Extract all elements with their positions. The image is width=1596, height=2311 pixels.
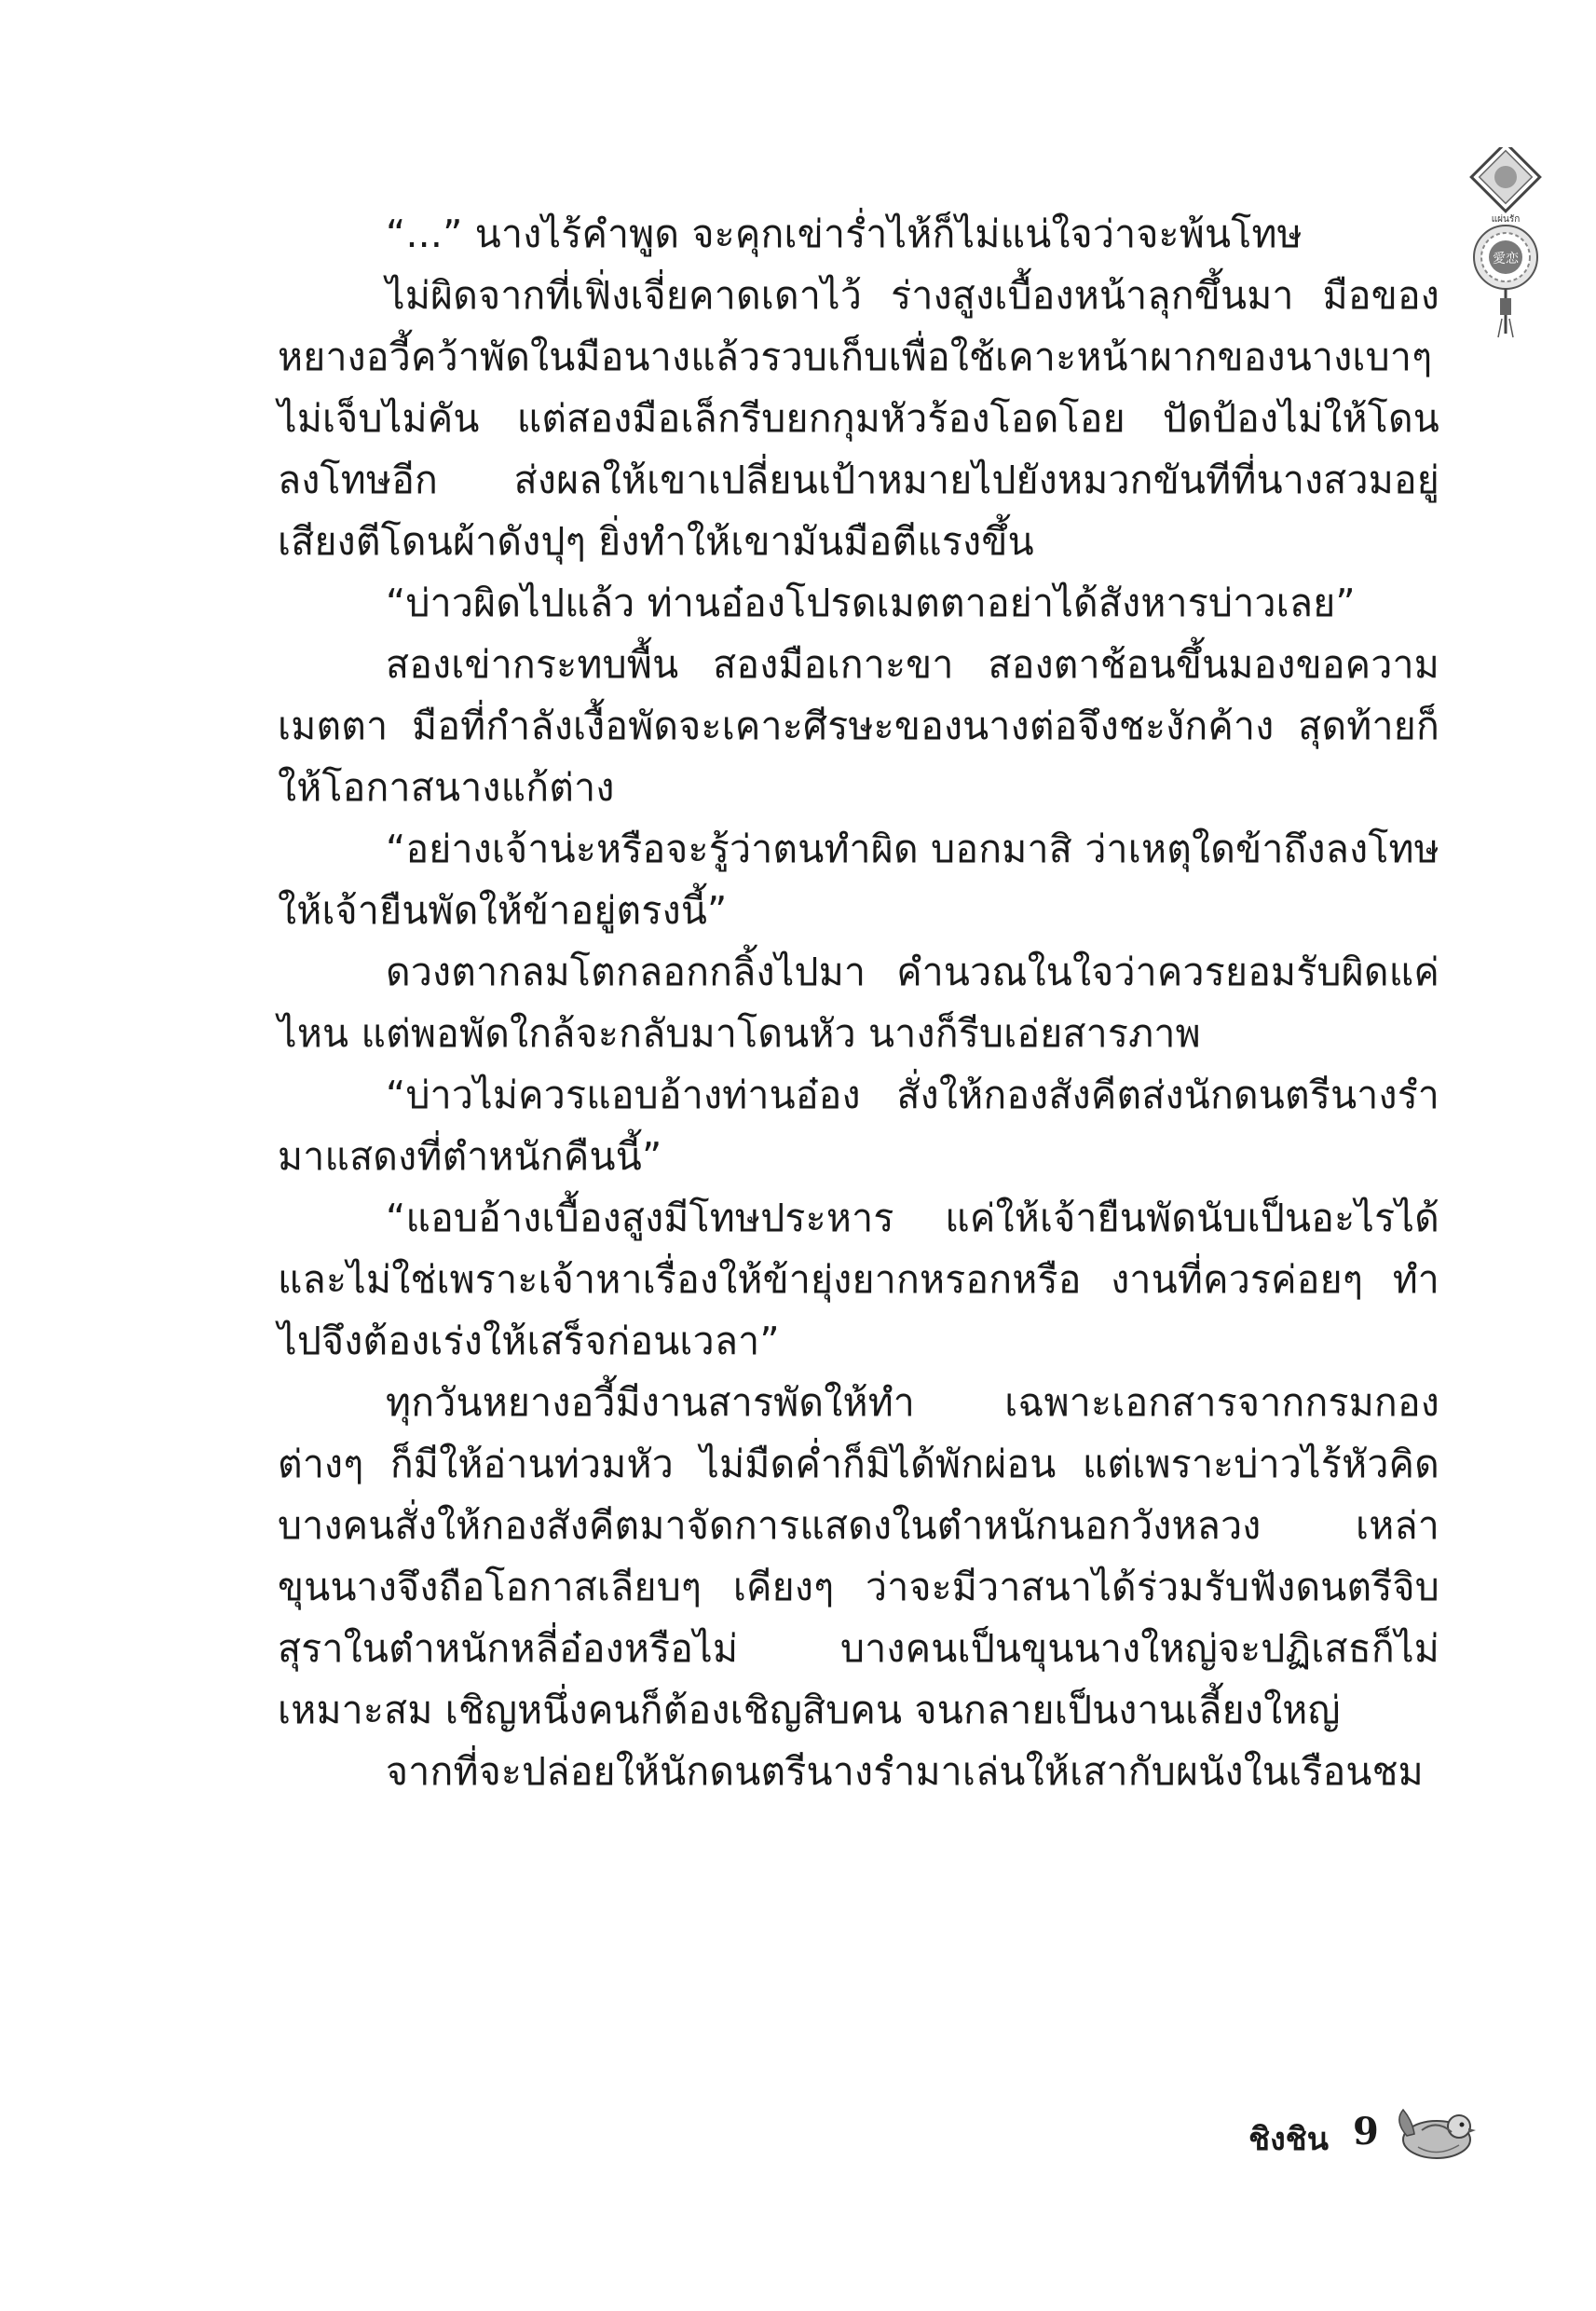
ornament-seal: 愛恋: [1493, 252, 1519, 267]
paragraph: “...” นางไร้คำพูด จะคุกเข่าร่ำไห้ก็ไม่แน่ใจว่าจะพ้นโทษ: [386, 212, 1303, 256]
body-text: [278, 203, 1439, 1802]
mandarin-duck-icon: [1390, 2102, 1476, 2167]
paragraph: จากที่จะปล่อยให้นักดนตรีนางรำมาเล่นให้เสากับผนังในเรือนชม: [386, 1749, 1424, 1794]
paragraph: “อย่างเจ้าน่ะหรือจะรู้ว่าตนทำผิด บอกมาสิ ว่าเหตุใดข้าถึงลงโทษให้เจ้ายืนพัดให้ข้าอยู่ตรงนี้”: [278, 827, 1439, 933]
chinese-knot-ornament-icon: [1461, 147, 1550, 343]
book-title: ชิงชิน: [1248, 2121, 1329, 2158]
paragraph: สองเข่ากระทบพื้น สองมือเกาะขา สองตาช้อนขึ้นมองขอความเมตตา มือที่กำลังเงื้อพัดจะเคาะศีรษะของนางต่อจึงชะงักค้าง สุดท้ายก็ให้โอกาสนางแก้ต่าง: [278, 642, 1439, 810]
paragraph: ดวงตากลมโตกลอกกลิ้งไปมา คำนวณในใจว่าควรยอมรับผิดแค่ไหน แต่พอพัดใกล้จะกลับมาโดนหัว นางก็รีบเอ่ยสารภาพ: [278, 950, 1439, 1056]
paragraph: ไม่ผิดจากที่เฟิ่งเจี่ยคาดเดาไว้ ร่างสูงเบื้องหน้าลุกขึ้นมา มือของหยางอวี้คว้าพัดในมือนางแล้วรวบเก็บเพื่อใช้เคาะหน้าผากของนางเบาๆ ไม่เจ็บไม่คัน แต่สองมือเล็กรีบยกกุมหัวร้องโอดโอย ปัดป้องไม่ให้โดนลงโทษอีก ส่งผลให้เขาเปลี่ยนเป้าหมายไปยังหมวกขันทีที่นางสวมอยู่ เสียงตีโดนผ้าดังปุๆ ยิ่งทำให้เขามันมือตีแรงขึ้น: [278, 273, 1439, 564]
paragraph: “บ่าวผิดไปแล้ว ท่านอ๋องโปรดเมตตาอย่าได้สังหารบ่าวเลย”: [386, 581, 1356, 625]
paragraph: “บ่าวไม่ควรแอบอ้างท่านอ๋อง สั่งให้กองสังคีตส่งนักดนตรีนางรำมาแสดงที่ตำหนักคืนนี้”: [278, 1073, 1439, 1179]
page-number: 9: [1353, 2110, 1379, 2154]
page-footer: [1248, 2102, 1472, 2186]
ornament-label: แผ่นรัก: [1491, 214, 1521, 225]
paragraph: ทุกวันหยางอวี้มีงานสารพัดให้ทำ เฉพาะเอกสารจากกรมกองต่างๆ ก็มีให้อ่านท่วมหัว ไม่มืดค่ำก็มิได้พักผ่อน แต่เพราะบ่าวไร้หัวคิดบางคนสั่งให้กองสังคีตมาจัดการแสดงในตำหนักนอกวังหลวง เหล่าขุนนางจึงถือโอกาสเลียบๆ เคียงๆ ว่าจะมีวาสนาได้ร่วมรับฟังดนตรีจิบสุราในตำหนักหลี่อ๋องหรือไม่ บางคนเป็นขุนนางใหญ่จะปฏิเสธก็ไม่เหมาะสม เชิญหนึ่งคนก็ต้องเชิญสิบคน จนกลายเป็นงานเลี้ยงใหญ่: [278, 1380, 1439, 1732]
paragraph: “แอบอ้างเบื้องสูงมีโทษประหาร แค่ให้เจ้ายืนพัดนับเป็นอะไรได้ และไม่ใช่เพราะเจ้าหาเรื่องให้ข้ายุ่งยากหรอกหรือ งานที่ควรค่อยๆ ทำไปจึงต้องเร่งให้เสร็จก่อนเวลา”: [278, 1196, 1439, 1363]
